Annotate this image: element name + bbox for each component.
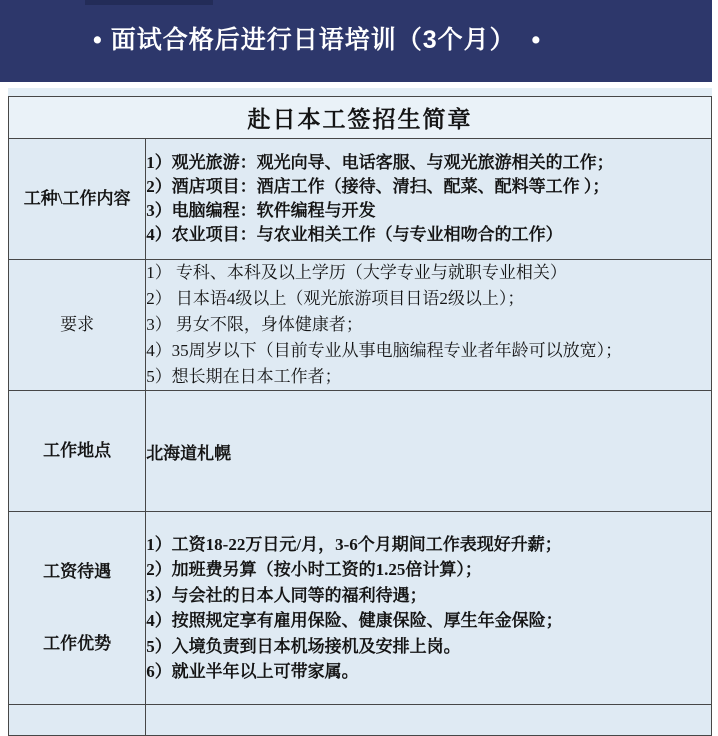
header-title: • 面试合格后进行日语培训（3个月） • <box>93 26 542 54</box>
row-label-location <box>9 391 146 512</box>
row-label-salary <box>9 512 146 705</box>
content-line: 2）酒店项目：酒店工作（接待、清扫、配菜、配料等工作 ）； <box>146 177 610 196</box>
content-line: 6）就业半年以上可带家属。 <box>146 662 359 681</box>
header-banner <box>0 0 712 82</box>
content-line: 4）35周岁以下（目前专业从事电脑编程专业者年龄可以放宽）； <box>146 341 623 360</box>
row-label-line: 工资待遇 <box>43 562 112 581</box>
table-row-jobs <box>9 139 712 260</box>
content-line: 4）农业项目：与农业相关工作（与专业相吻合的工作） <box>146 225 563 244</box>
table-row-location <box>9 391 712 512</box>
content-line: 北海道札幌 <box>146 443 232 463</box>
content-line: 1） 专科、本科及以上学历（大学专业与就职专业相关） <box>146 263 567 282</box>
row-label-line: 工作优势 <box>43 634 112 653</box>
brochure-title: 赴日本工签招生简章 <box>9 97 712 139</box>
title-row <box>9 97 712 139</box>
row-content-jobs <box>146 139 712 260</box>
content-line: 3） 男女不限，身体健康者； <box>146 315 363 334</box>
table-row-salary <box>9 512 712 705</box>
content-line: 3）与会社的日本人同等的福利待遇； <box>146 585 427 605</box>
row-content-salary <box>146 512 712 705</box>
brochure-table <box>8 96 712 736</box>
row-label-requirements <box>9 260 146 391</box>
content-line: 1）观光旅游：观光向导、电话客服、与观光旅游相关的工作； <box>146 153 614 172</box>
row-label-line: 要求 <box>60 315 95 334</box>
table-row-requirements <box>9 260 712 391</box>
table-row-partial <box>9 705 712 736</box>
row-content-location <box>146 391 712 512</box>
row-label-partial <box>9 705 146 736</box>
content-line: 5）入境负责到日本机场接机及安排上岗。 <box>146 636 461 656</box>
content-line: 2）加班费另算（按小时工资的1.25倍计算）； <box>146 560 482 579</box>
row-label-line: 工种\工作内容 <box>23 189 131 208</box>
row-label-jobs <box>9 139 146 260</box>
row-content-requirements <box>146 260 712 391</box>
brochure-panel <box>8 88 712 681</box>
row-label-line: 工作地点 <box>43 441 112 460</box>
row-content-partial <box>146 705 712 736</box>
content-line: 5）想长期在日本工作者； <box>146 367 342 386</box>
top-edge-artifact <box>85 0 213 5</box>
content-line: 3）电脑编程：软件编程与开发 <box>146 201 376 220</box>
content-line: 1）工资18-22万日元/月，3-6个月期间工作表现好升薪； <box>146 534 562 554</box>
content-line: 4）按照规定享有雇用保险、健康保险、厚生年金保险； <box>146 611 563 630</box>
content-line: 2） 日本语4级以上（观光旅游项目日语2级以上）； <box>146 289 525 308</box>
